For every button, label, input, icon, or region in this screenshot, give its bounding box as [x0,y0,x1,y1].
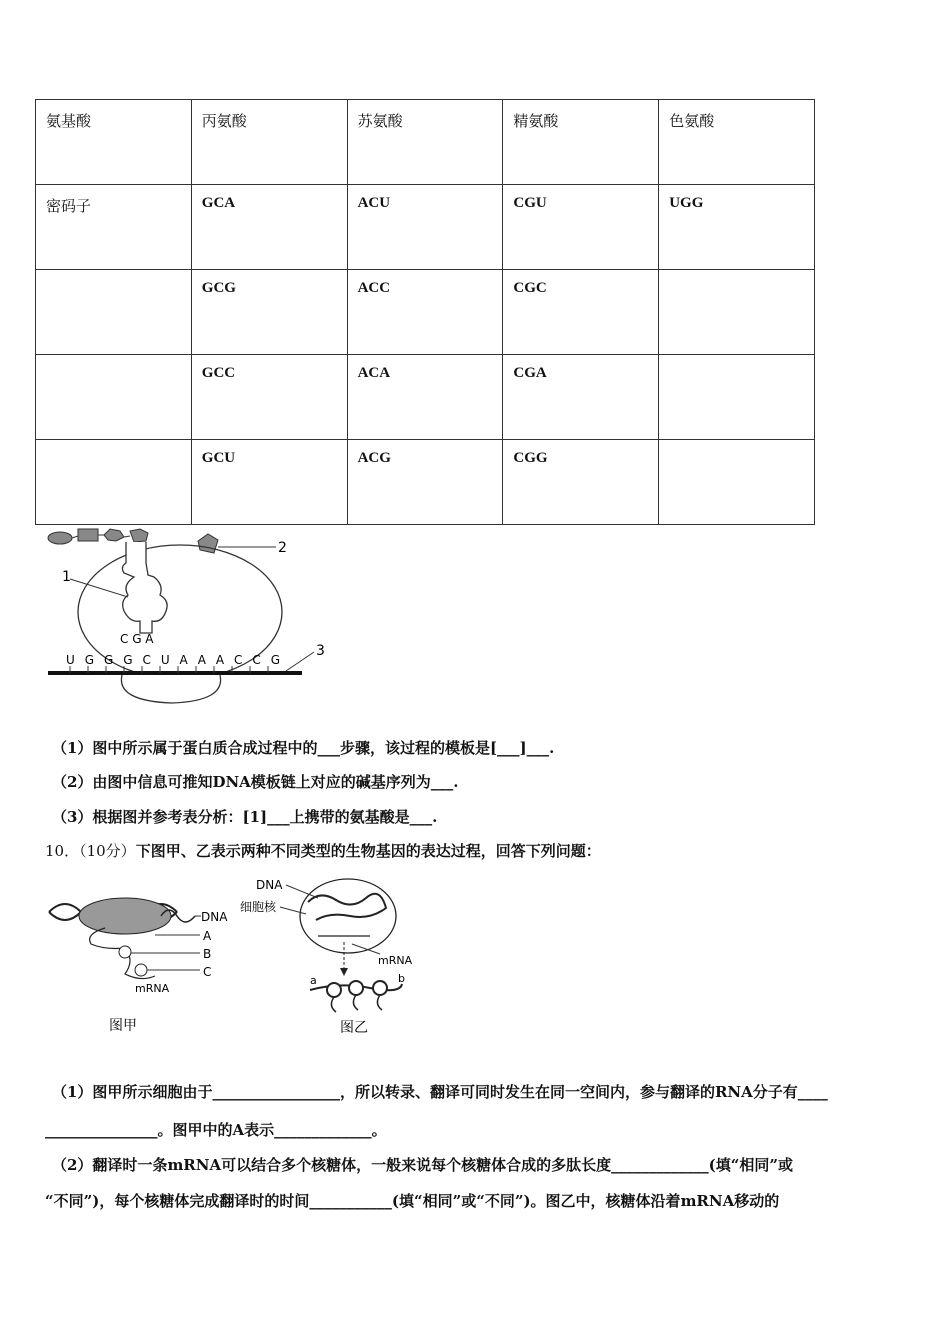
label-c: C [203,965,212,979]
label-2: 2 [278,540,287,556]
table-cell: ACU [347,185,503,270]
label-1-leader [70,579,128,597]
table-cell [36,355,192,440]
amino-acid-shape [104,529,124,541]
table-cell: GCA [191,185,347,270]
amino-acid-shape [48,532,72,544]
label-dna: DNA [256,878,283,892]
table-cell: CGG [503,440,659,525]
question-9-3: （3）根据图并参考表分析：[1]___上携带的氨基酸是___. [52,808,438,826]
label-dna: DNA [201,910,228,924]
ribosome-shape [349,981,363,995]
mrna-sequence-text: U G G G C U A A A C C G [66,653,280,667]
question-10-1-line1: （1）图甲所示细胞由于_________________，所以转录、翻译可同时发生在同一空间内，参与翻译的RNA分子有____ [52,1083,828,1101]
question-score: （10分） [79,842,136,860]
label-leader [286,885,318,898]
figure-jia [45,890,235,1040]
ribosome-small-subunit [121,675,220,703]
cell-region-shape [79,898,171,934]
figure-yi [240,872,430,1037]
table-cell: GCU [191,440,347,525]
amino-acid-shape [130,529,148,542]
dna-coil [308,894,386,920]
question-10-2-line2: “不同”)，每个核糖体完成翻译时的时间___________(填“相同”或“不同”)。图乙中，核糖体沿着mRNA移动的 [45,1192,780,1210]
polypeptide-chain [331,997,336,1012]
trna-shape [122,542,167,633]
amino-acid-shape [78,529,98,541]
table-row [36,355,815,440]
arrow-head-icon [340,968,348,976]
polypeptide-chain [377,995,382,1010]
question-10-1-line2: _______________。图甲中的A表示_____________。 [45,1121,387,1139]
question-9-2: （2）由图中信息可推知DNA模板链上对应的碱基序列为___. [52,773,459,791]
header-cell: 苏氨酸 [347,100,503,185]
header-cell: 丙氨酸 [191,100,347,185]
table-header-row [36,100,815,185]
label-b: b [398,972,405,985]
table-row [36,270,815,355]
header-cell: 氨基酸 [36,100,192,185]
figure-caption: 图甲 [109,1018,137,1034]
table-cell: 密码子 [36,185,192,270]
table-cell: ACG [347,440,503,525]
table-cell: ACA [347,355,503,440]
ribosome-shape [135,964,147,976]
table-row [36,440,815,525]
peptide-bond-line [72,536,78,538]
table-cell: CGU [503,185,659,270]
translation-diagram [40,525,340,710]
table-cell: ACC [347,270,503,355]
codon-table [35,99,815,525]
table-row [36,185,815,270]
question-10-2-line1: （2）翻译时一条mRNA可以结合多个核糖体，一般来说每个核糖体合成的多肽长度_____________(填“相同”或 [52,1156,793,1174]
ribosome-shape [119,946,131,958]
label-mrna: mRNA [135,982,170,995]
anticodon-text: C G A [120,632,154,646]
question-stem: 下图甲、乙表示两种不同类型的生物基因的表达过程，回答下列问题： [135,842,601,860]
label-3: 3 [316,643,325,659]
header-cell: 精氨酸 [503,100,659,185]
label-nucleus: 细胞核 [240,900,277,914]
table-cell [659,440,815,525]
figure-caption: 图乙 [340,1020,368,1036]
table-cell [659,355,815,440]
table-cell: GCC [191,355,347,440]
table-cell: UGG [659,185,815,270]
free-amino-acid-shape [198,534,218,553]
polypeptide-chain [353,995,358,1010]
header-cell: 色氨酸 [659,100,815,185]
label-1: 1 [62,569,71,585]
peptide-bond-line [124,536,130,537]
table-cell [36,440,192,525]
table-cell: CGC [503,270,659,355]
question-10-stem [45,840,601,861]
ribosome-shape [327,983,341,997]
table-cell [36,270,192,355]
label-a: a [310,974,317,987]
table-cell: GCG [191,270,347,355]
question-9-1: （1）图中所示属于蛋白质合成过程中的___步骤，该过程的模板是[___]___. [52,739,555,757]
table-cell [659,270,815,355]
label-a: A [203,929,212,943]
label-3-leader [286,652,314,671]
table-cell: CGA [503,355,659,440]
question-number: 10． [45,842,80,860]
ribosome-shape [373,981,387,995]
label-leader [280,907,306,914]
label-mrna: mRNA [378,954,413,967]
label-b: B [203,947,212,961]
